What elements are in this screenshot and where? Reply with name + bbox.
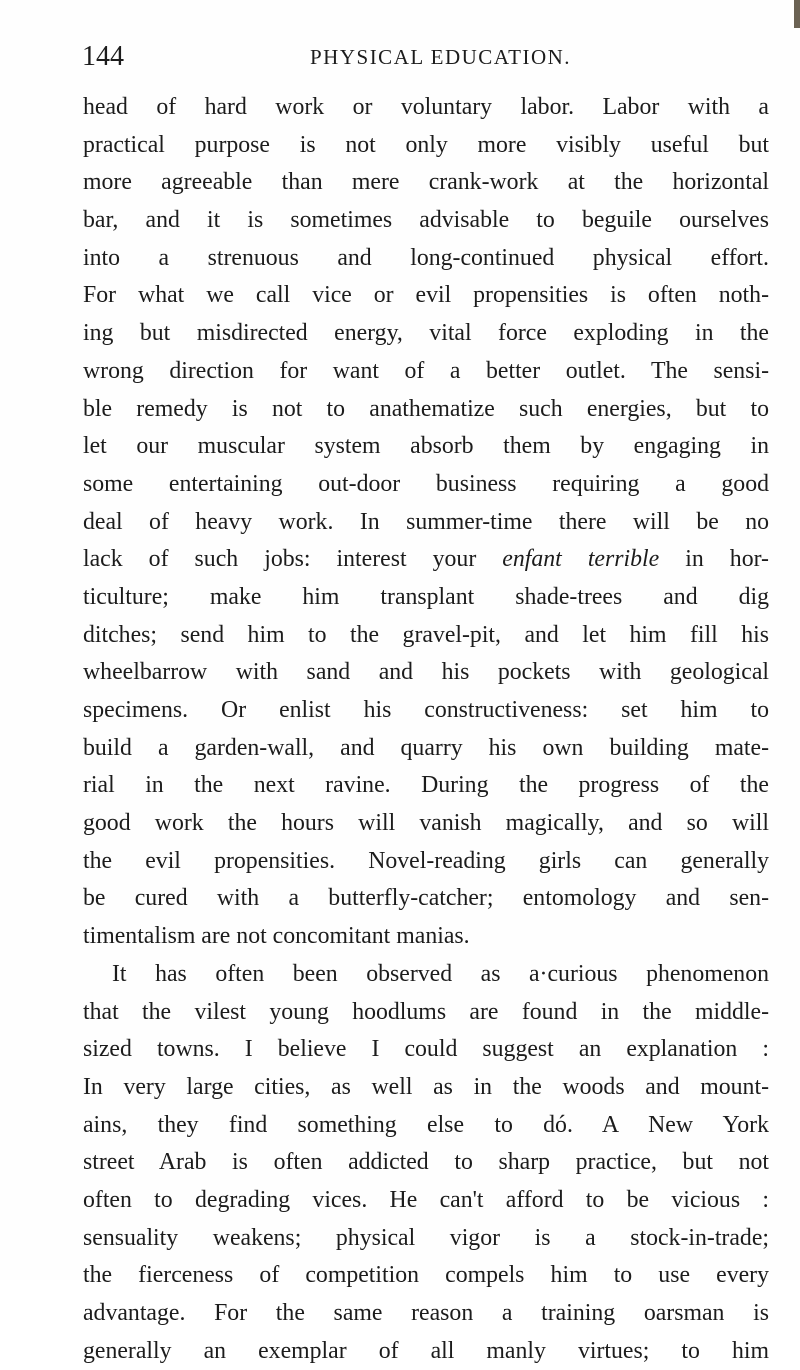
- text-line: ing but misdirected energy, vital force exploding in the: [83, 320, 769, 347]
- text-line: into a strenuous and long-continued physical effort.: [83, 244, 769, 271]
- text-span: in hor-: [685, 546, 769, 573]
- page-edge-mark: [794, 0, 800, 28]
- text-line: generally an exemplar of all manly virtues; to him: [83, 1337, 769, 1364]
- text-line: specimens. Or enlist his constructiveness: set him to: [83, 697, 769, 723]
- text-line: In very large cities, as well as in the woods and mount-: [83, 1073, 769, 1100]
- text-line: some entertaining out-door business requiring a good: [83, 470, 769, 497]
- text-line: sized towns. I believe I could suggest an explanation :: [83, 1036, 769, 1063]
- text-line: rial in the next ravine. During the progress of the: [83, 772, 769, 799]
- text-line: let our muscular system absorb them by engaging in: [83, 433, 769, 460]
- text-line: the fierceness of competition compels him to use every: [83, 1262, 769, 1289]
- text-line: It has often been observed as a·curious phenomenon: [112, 960, 769, 987]
- text-line: build a garden-wall, and quarry his own building mate-: [83, 734, 769, 761]
- text-line: the evil propensities. Novel-reading girls can generally: [83, 847, 769, 874]
- text-span: lack of such jobs: interest your: [83, 546, 477, 573]
- paragraph-2: [83, 956, 769, 1370]
- text-line: often to degrading vices. He can't afford to be vicious :: [83, 1186, 769, 1213]
- page-number: 144: [82, 41, 124, 72]
- text-line: more agreeable than mere crank-work at the horizontal: [83, 169, 769, 196]
- body-text: [83, 89, 769, 1370]
- text-line: For what we call vice or evil propensities is often noth-: [83, 282, 769, 309]
- text-line: bar, and it is sometimes advisable to beguile ourselves: [83, 207, 769, 234]
- text-line: practical purpose is not only more visibly useful but: [83, 131, 769, 158]
- text-line: wheelbarrow with sand and his pockets with geological: [83, 659, 769, 686]
- text-line: head of hard work or voluntary labor. Labor with a: [83, 94, 769, 120]
- page-header: [82, 38, 772, 74]
- italic-phrase: enfant terrible: [502, 546, 660, 573]
- text-line: good work the hours will vanish magically, and so will: [83, 810, 769, 837]
- text-line: be cured with a butterfly-catcher; entomology and sen-: [83, 885, 769, 912]
- text-line: street Arab is often addicted to sharp practice, but not: [83, 1149, 769, 1176]
- text-line: that the vilest young hoodlums are found in the middle-: [83, 998, 769, 1025]
- text-line: ains, they find something else to dó. A New York: [83, 1111, 769, 1138]
- text-line: sensuality weakens; physical vigor is a stock-in-trade;: [83, 1224, 769, 1251]
- running-head: PHYSICAL EDUCATION.: [310, 45, 572, 69]
- paragraph-1: [83, 89, 769, 956]
- text-line: ditches; send him to the gravel-pit, and let him fill his: [83, 621, 769, 648]
- text-line: wrong direction for want of a better outlet. The sensi-: [83, 357, 769, 384]
- text-line: deal of heavy work. In summer-time there will be no: [83, 508, 769, 535]
- text-line: ticulture; make him transplant shade-trees and dig: [83, 583, 769, 610]
- text-line-with-italic: [83, 541, 769, 579]
- text-line: ble remedy is not to anathematize such energies, but to: [83, 395, 769, 422]
- text-line: advantage. For the same reason a training oarsman is: [83, 1300, 769, 1326]
- text-line: timentalism are not concomitant manias.: [83, 923, 470, 950]
